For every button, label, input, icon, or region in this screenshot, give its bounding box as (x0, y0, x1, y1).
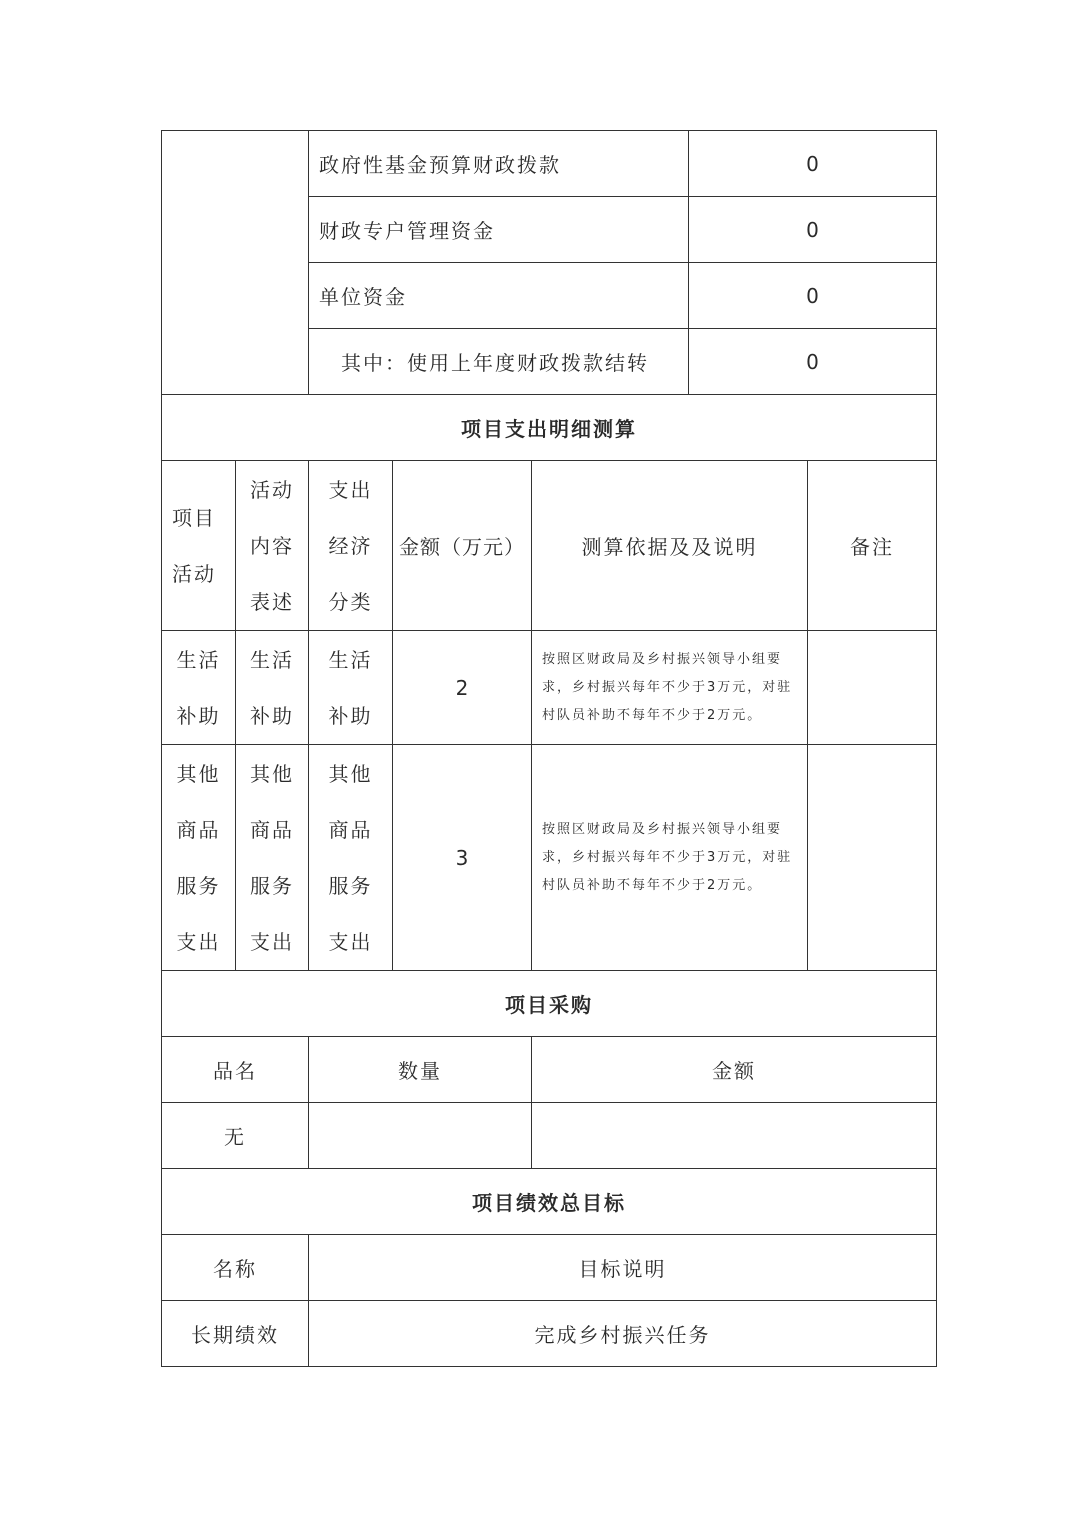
row-description: 生活 补助 (236, 631, 309, 745)
funding-value: 0 (689, 197, 937, 263)
header-category: 支出 经济 分类 (309, 461, 393, 631)
performance-header-description: 目标说明 (309, 1235, 937, 1301)
procurement-header-row (162, 1037, 937, 1103)
procurement-quantity (309, 1103, 532, 1169)
procurement-name: 无 (162, 1103, 309, 1169)
budget-table (161, 130, 937, 1367)
row-amount: 2 (393, 631, 532, 745)
funding-label: 政府性基金预算财政拨款 (309, 131, 689, 197)
performance-row (162, 1301, 937, 1367)
row-category: 其他 商品 服务 支出 (309, 745, 393, 971)
row-remark (808, 745, 937, 971)
row-basis: 按照区财政局及乡村振兴领导小组要求，乡村振兴每年不少于3万元，对驻村队员补助不每年不少于2万元。 (532, 631, 808, 745)
row-activity: 其他 商品 服务 支出 (162, 745, 236, 971)
row-description: 其他 商品 服务 支出 (236, 745, 309, 971)
funding-label: 单位资金 (309, 263, 689, 329)
expense-header-row (162, 461, 937, 631)
funding-value: 0 (689, 329, 937, 395)
budget-table-sheet (161, 130, 936, 1367)
funding-empty-cell (162, 131, 309, 395)
row-category: 生活 补助 (309, 631, 393, 745)
funding-label: 其中：使用上年度财政拨款结转 (309, 329, 689, 395)
procurement-amount (532, 1103, 937, 1169)
funding-label: 财政专户管理资金 (309, 197, 689, 263)
funding-row (162, 131, 937, 197)
expense-section-title: 项目支出明细测算 (162, 395, 937, 461)
row-basis: 按照区财政局及乡村振兴领导小组要求，乡村振兴每年不少于3万元，对驻村队员补助不每年不少于2万元。 (532, 745, 808, 971)
header-activity: 项目 活动 (162, 461, 236, 631)
performance-section-title: 项目绩效总目标 (162, 1169, 937, 1235)
header-description: 活动 内容 表述 (236, 461, 309, 631)
header-amount: 金额（万元） (393, 461, 532, 631)
section-title-row (162, 395, 937, 461)
performance-description: 完成乡村振兴任务 (309, 1301, 937, 1367)
procurement-header-name: 品名 (162, 1037, 309, 1103)
row-activity: 生活 补助 (162, 631, 236, 745)
procurement-row (162, 1103, 937, 1169)
row-amount: 3 (393, 745, 532, 971)
procurement-section-title: 项目采购 (162, 971, 937, 1037)
performance-header-name: 名称 (162, 1235, 309, 1301)
row-remark (808, 631, 937, 745)
procurement-header-quantity: 数量 (309, 1037, 532, 1103)
header-remark: 备注 (808, 461, 937, 631)
expense-row (162, 745, 937, 971)
funding-value: 0 (689, 131, 937, 197)
section-title-row (162, 1169, 937, 1235)
header-basis: 测算依据及及说明 (532, 461, 808, 631)
expense-row (162, 631, 937, 745)
funding-value: 0 (689, 263, 937, 329)
section-title-row (162, 971, 937, 1037)
performance-header-row (162, 1235, 937, 1301)
procurement-header-amount: 金额 (532, 1037, 937, 1103)
performance-name: 长期绩效 (162, 1301, 309, 1367)
